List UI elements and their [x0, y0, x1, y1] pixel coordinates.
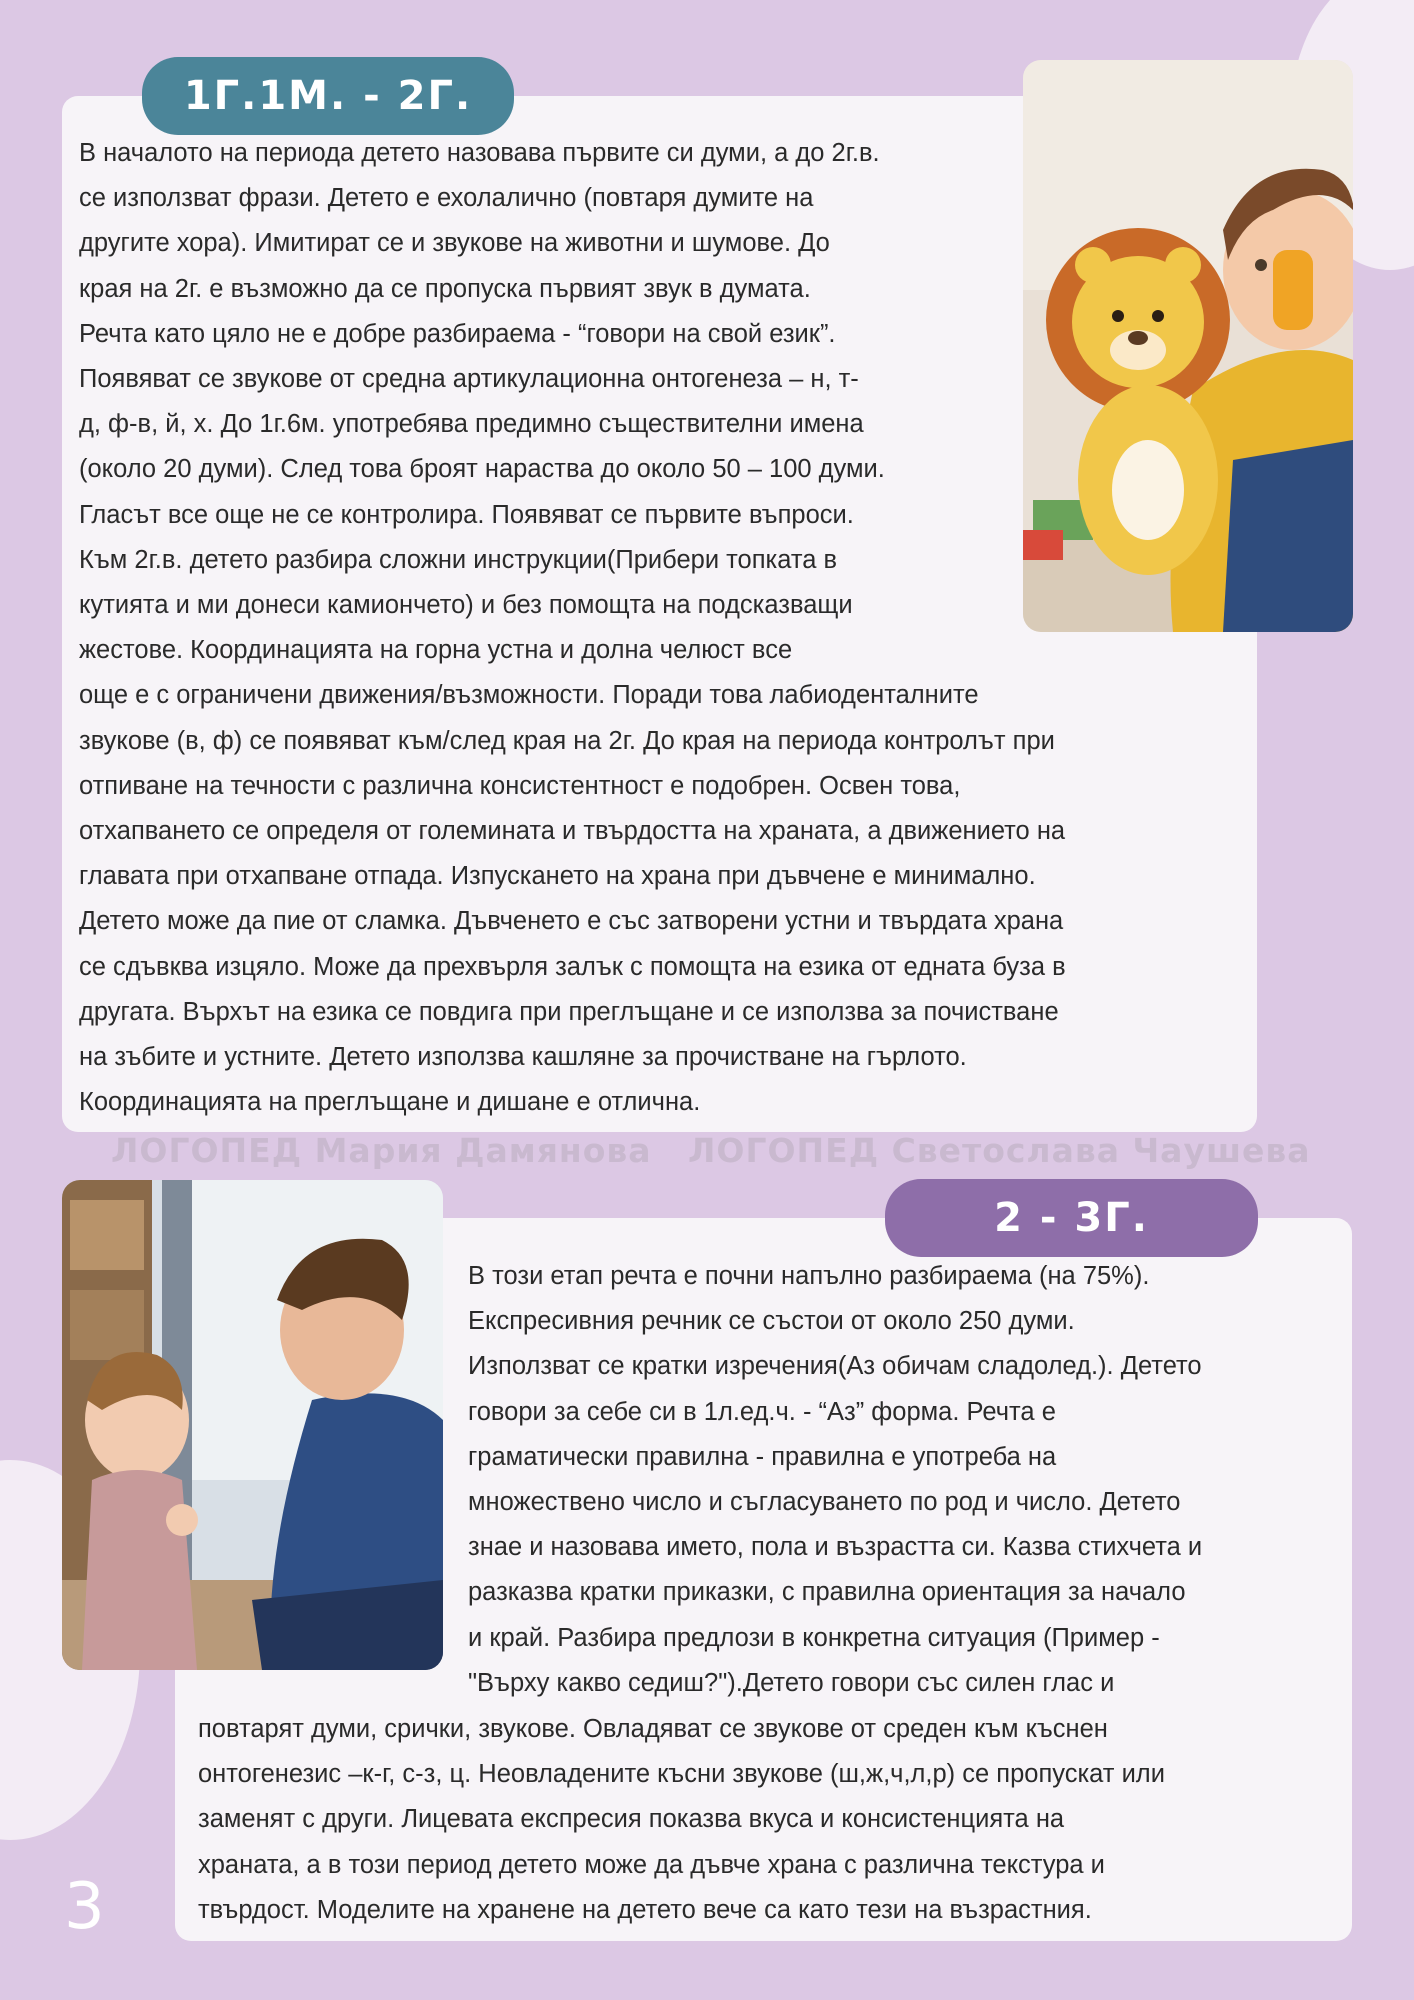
text-line: и край. Разбира предлози в конкретна ситуация (Пример - [468, 1623, 1160, 1652]
text-line: д, ф-в, й, х. До 1г.6м. употребява предимно съществителни имена [79, 410, 864, 439]
text-line: повтарят думи, срички, звукове. Овладяват се звукове от среден към къснен [198, 1715, 1108, 1743]
text-line: Използват се кратки изречения(Аз обичам сладолед.). Детето [468, 1352, 1202, 1381]
text-line: другата. Върхът на езика се повдига при преглъщане и се използва за почистване [79, 997, 1059, 1026]
text-line: Детето може да пие от сламка. Дъвченето е със затворени устни и твърдата храна [79, 907, 1064, 936]
text-line: В началото на периода детето назовава първите си думи, а до 2г.в. [79, 139, 880, 167]
text-line: кутията и ми донеси камиончето) и без помощта на подсказващи [79, 591, 853, 620]
text-line: онтогенезис –к-г, с-з, ц. Неовладените късни звукове (ш,ж,ч,л,р) се пропускат или [198, 1760, 1165, 1789]
text-line: Към 2г.в. детето разбира сложни инструкции(Прибери топката в [79, 545, 838, 574]
text-line: храната, а в този период детето може да дъвче храна с различна текстура и [198, 1850, 1105, 1879]
text-line: още е с ограничени движения/възможности. Поради това лабиоденталните [79, 681, 979, 710]
text-line: Експресивния речник се състои от около 250 думи. [468, 1307, 1075, 1336]
text-line: отхапването се определя от големината и твърдостта на храната, а движението на [79, 817, 1066, 846]
text-line: се сдъвква изцяло. Може да прехвърля залък с помощта на езика от едната буза в [79, 952, 1066, 981]
text-line: граматически правилна - правилна е употреба на [468, 1442, 1057, 1471]
watermark-author-1: ЛОГОПЕД Мария Дамянова [111, 1131, 652, 1170]
section-2-age-tag: 2 - 3Г. [885, 1179, 1258, 1257]
toddler-lion-illustration [1023, 60, 1353, 632]
text-line: Речта като цяло не е добре разбираема - “говори на свой език”. [79, 319, 836, 348]
text-line: разказва кратки приказки, с правилна ориентация за начало [468, 1578, 1186, 1607]
text-line: Появяват се звукове от средна артикулационна онтогенеза – н, т- [79, 365, 859, 394]
text-line: заменят с други. Лицевата експресия показва вкуса и консистенцията на [198, 1805, 1065, 1834]
section-1-photo [1023, 60, 1353, 632]
watermark-author-2: ЛОГОПЕД Светослава Чаушева [688, 1131, 1311, 1170]
text-line: звукове (в, ф) се появяват към/след края на 2г. До края на периода контролът при [79, 726, 1055, 755]
text-line: Координацията на преглъщане и дишане е отлична. [79, 1088, 701, 1117]
text-line: другите хора). Имитират се и звукове на животни и шумове. До [79, 229, 830, 258]
text-line: (около 20 думи). След това броят нараства до около 50 – 100 думи. [79, 455, 885, 484]
text-line: жестове. Координацията на горна устна и долна челюст все [79, 636, 793, 665]
text-line: Гласът все още не се контролира. Появяват се първите въпроси. [79, 500, 854, 529]
text-line: главата при отхапване отпада. Изпускането на храна при дъвчене е минимално. [79, 862, 1036, 891]
text-line: твърдост. Моделите на хранене на детето вече са като тези на възрастния. [198, 1895, 1092, 1924]
text-line: знае и назовава името, пола и възрастта си. Казва стихчета и [468, 1533, 1203, 1562]
text-line: отпиване на течности с различна консистентност е подобрен. Освен това, [79, 771, 961, 800]
section-2-photo [62, 1180, 443, 1670]
text-line: множествено число и съгласуването по род и число. Детето [468, 1488, 1181, 1517]
section-1-text [79, 131, 1066, 1125]
text-line: В този етап речта е почни напълно разбираема (на 75%). [468, 1262, 1150, 1290]
text-line: "Върху какво седиш?").Детето говори със силен глас и [468, 1668, 1115, 1697]
text-line: се използват фрази. Детето е ехолалично (повтаря думите на [79, 184, 814, 213]
text-line: говори за себе си в 1л.ед.ч. - “Аз” форма. Речта е [468, 1397, 1056, 1426]
text-line: на зъбите и устните. Детето използва кашляне за прочистване на гърлото. [79, 1043, 967, 1072]
children-talking-illustration [62, 1180, 443, 1670]
section-2-text-right [468, 1254, 1202, 1706]
text-line: края на 2г. е възможно да се пропуска първият звук в думата. [79, 274, 811, 303]
section-2-text-full [198, 1707, 1165, 1933]
section-1-age-tag: 1Г.1М. - 2Г. [142, 57, 514, 135]
page-number: 3 [64, 1870, 105, 1944]
